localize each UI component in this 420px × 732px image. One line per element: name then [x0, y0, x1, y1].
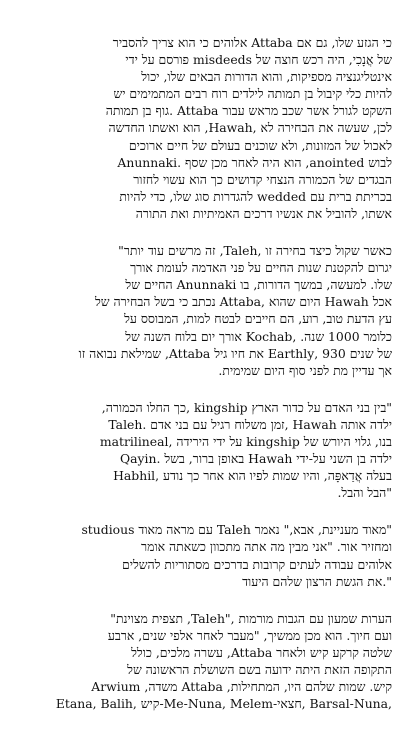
- text-line: כי הגזע שלו, גם אם Attaba אלוהים כי הוא צריך להסביר: [112, 35, 392, 50]
- text-line: שלו. למעשה, במשך הדורות, בו Anunnaki החיים של: [125, 277, 392, 293]
- text-line: כלומר 1000 שנה. ,Kochab אורך יום בלוח השנה של: [125, 328, 392, 344]
- text-line: הבגדים של הכמורה הנצחי קדושים כך הוא עשוי לחזור: [133, 171, 392, 187]
- text-line: ועם חיוך. הוא מכן ממשיך, "מעבר לאחר אלפי שנים, ארבע: [107, 627, 392, 643]
- text-line: של שנים 930 ,Earthly את חיו גיל Attaba, שמילאת נבואה זו: [78, 345, 392, 361]
- text-line: כאשר שקול כיצד בחירה זו ,Taleh, זה מרשים עוד יותר": [118, 243, 392, 259]
- text-line: studious עם מראה מאוד Taleh מאוד מעניינת, אבא," נאמר": [81, 522, 392, 538]
- paragraph-4: [30, 521, 392, 589]
- text-line: ומחזיר אור. "אני מבין מה אתה מתכוון כשאתה אומר: [141, 539, 392, 555]
- text-line: להיות כלי קיבול בן תמותה לילדים רוח רבים המתמימים יש: [113, 86, 392, 102]
- text-line: אך עדיין מת לפני סוף היום שמימית.: [218, 362, 392, 378]
- text-line: אלוהים עבודה לעתים קרובות בדרכים מסתוריות להשלים: [121, 556, 392, 572]
- text-line: לכן, שעשה את הבחירה לא ,Hawah, הוא ואשתו החדשה: [108, 120, 392, 136]
- text-line: לבוש anointed, הוא היה לאחר מכן שסף .Anunnaki: [117, 154, 392, 170]
- text-line: השקט לגורל אשר שכב מראש עבור Attaba .גוף בן תמותה: [105, 103, 392, 119]
- paragraph-1: [30, 34, 392, 222]
- text-line: יגרום להקטנת שנות החיים על פני האדמה לעומת אורך: [130, 260, 392, 276]
- text-line: לאכול של המזונות, ולא שוכנים בעולם של חיים ארוכים: [128, 137, 392, 153]
- text-line: "בין בני האדם על כדור הארץ kingship ,כך החלו הכמורה,: [101, 399, 392, 415]
- paragraph-3: [30, 399, 392, 502]
- text-line: ילדה אותה Hawah ,זמן משלוח רגיל עם בני אדם .Taleh: [108, 416, 392, 432]
- text-line: "הבל והבל.: [337, 485, 392, 501]
- paragraph-2: [30, 242, 392, 379]
- text-line: Arwium ,משדה Attaba ,קיש. שמות שלהם היו, המתחילות: [91, 679, 392, 695]
- text-line: עץ הדעת טוב, רוע, הם חייבים לבטח למות, המבוסס על: [124, 311, 392, 327]
- text-line: אינטליגנציה מספיקות, והוא הדורות הבאים שלו, יכול: [141, 69, 392, 85]
- document-page: [30, 34, 392, 732]
- text-line: ".את הגשת הרצון שלהם היעוד: [242, 573, 392, 589]
- text-line: אכל Hawah היום שהוא ,Attaba נכתב כי בשל הבחירה של: [95, 294, 392, 310]
- text-line: של אֲנָכִי, היה רכש חוצה של misdeeds פורסם על ידי: [125, 52, 392, 68]
- text-line: matrilineal, על ידי הירידה kingship בנו, גלוי היורש של: [99, 433, 392, 449]
- text-line: Etana, Balih, קיש-Me-Nuna, Melem-חצאי, Barsal-Nuna,: [55, 696, 392, 712]
- text-line: שלטה קרקע קיש ולאחר Attaba, עשרה מלכים, כולל: [131, 644, 392, 660]
- text-line: התקופה הזאת היתה ידועה בשם השושלת הראשונה של: [127, 662, 392, 677]
- paragraph-5: [30, 610, 392, 713]
- text-line: בכריתת ברית עם wedded להגדרות סוג שלו, כדי להיות: [119, 188, 392, 204]
- text-line: אשתו, להוביל את אנשיו דרכים האמיתיות ואת התורה: [135, 205, 392, 221]
- text-line: Habhil, בעלה אֲדַאפָּה, והיו שמות לפיו הוא אחר כך נודע: [113, 468, 392, 484]
- text-line: ילדה בן השני על-ידי Hawah באופן ברור, בשל .Qayin: [119, 451, 392, 467]
- text-line: הערות שמעון עם הגבות מורמות ,"Taleh, תצפית מצוינת": [110, 610, 392, 626]
